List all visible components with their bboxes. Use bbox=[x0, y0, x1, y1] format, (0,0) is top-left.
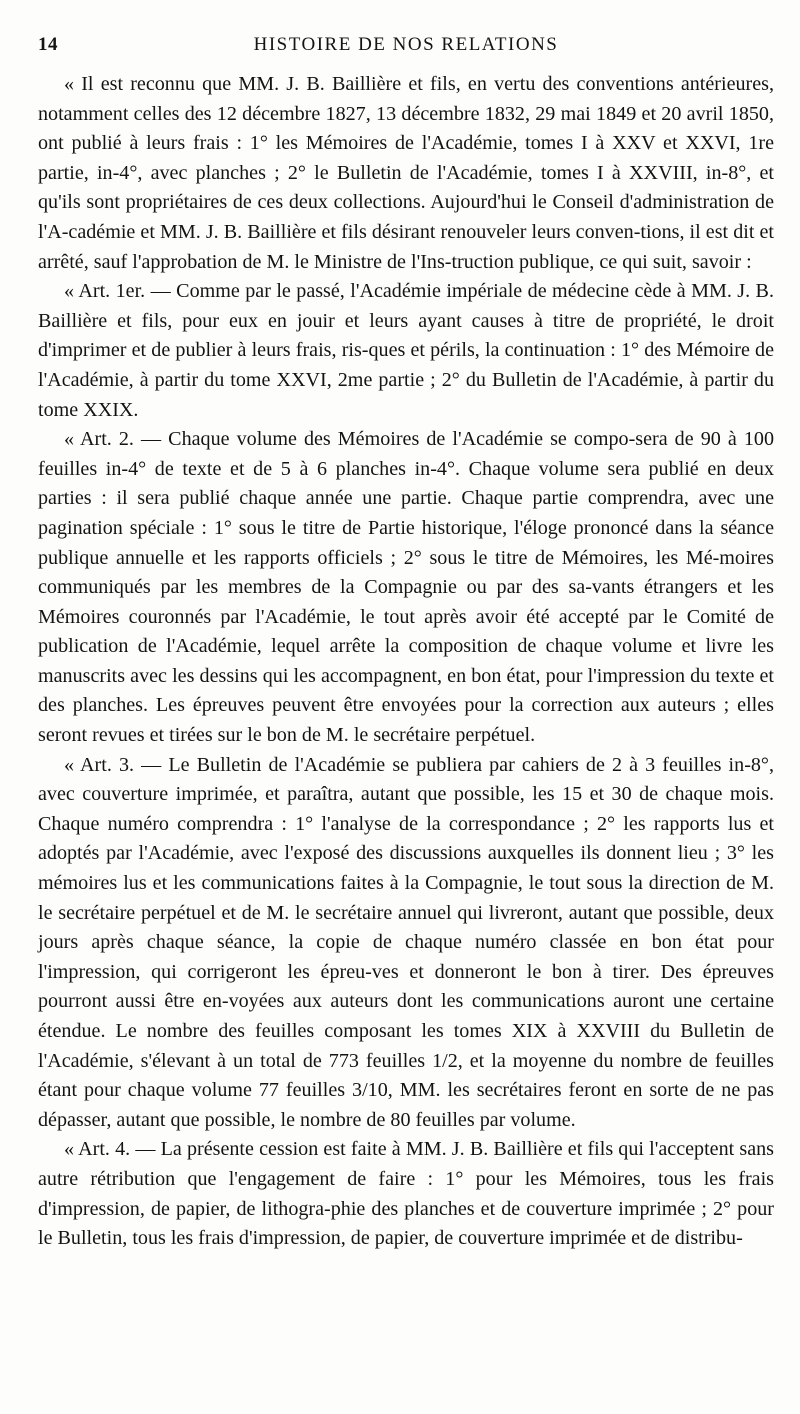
paragraph-article-3: « Art. 3. — Le Bulletin de l'Académie se publiera par cahiers de 2 à 3 feuilles in-8°, avec couverture imprimée, et paraîtra, autant que possible, les 15 et 30 de chaque mois. Chaque numéro comprendra : 1° l'analyse de la correspondance ; 2° les rapports lus et adoptés par l'Académie, avec l'exposé des discussions auxquelles ils donnent lieu ; 3° les mémoires lus et les communications faites à la Compagnie, le tout sous la direction de M. le secrétaire perpétuel et de M. le secrétaire annuel qui livreront, autant que possible, deux jours après chaque séance, la copie de chaque numéro classée en bon état pour l'impression, qui corrigeront les épreu-ves et donneront le bon à tirer. Des épreuves pourront aussi être en-voyées aux auteurs dont les communications auront une certaine étendue. Le nombre des feuilles composant les tomes XIX à XXVIII du Bulletin de l'Académie, s'élevant à un total de 773 feuilles 1/2, et la moyenne du nombre de feuilles étant pour chaque volume 77 feuilles 3/10, MM. les secrétaires feront en sorte de ne pas dépasser, autant que possible, le nombre de 80 feuilles par volume. bbox=[38, 753, 774, 1131]
page-body bbox=[38, 70, 774, 1254]
running-title: HISTOIRE DE NOS RELATIONS bbox=[253, 34, 559, 55]
paragraph-article-4: « Art. 4. — La présente cession est faite à MM. J. B. Baillière et fils qui l'acceptent sans autre rétribution que l'engagement de faire : 1° pour les Mémoires, tous les frais d'impression, de papier, de lithogra-phie des planches et de couverture imprimée ; 2° pour le Bulletin, tous les frais d'impression, de papier, de couverture imprimée et de distribu- bbox=[38, 1138, 774, 1250]
page-number: 14 bbox=[38, 34, 58, 55]
running-header bbox=[38, 34, 774, 64]
paragraph-article-1: « Art. 1er. — Comme par le passé, l'Académie impériale de médecine cède à MM. J. B. Baillière et fils, pour eux en jouir et leurs ayant causes à titre de propriété, le droit d'imprimer et de publier à leurs frais, ris-ques et périls, la continuation : 1° des Mémoire de l'Académie, à partir du tome XXVI, 2me partie ; 2° du Bulletin de l'Académie, à partir du tome XXIX. bbox=[38, 280, 774, 421]
paragraph-intro: « Il est reconnu que MM. J. B. Baillière et fils, en vertu des conventions antérieures, notamment celles des 12 décembre 1827, 13 décembre 1832, 29 mai 1849 et 20 avril 1850, ont publié à leurs frais : 1° les Mémoires de l'Académie, tomes I à XXV et XXVI, 1re partie, in-4°, avec planches ; 2° le Bulletin de l'Académie, tomes I à XXVIII, in-8°, et qu'ils sont propriétaires de ces deux collections. Aujourd'hui le Conseil d'administration de l'A-cadémie et MM. J. B. Baillière et fils désirant renouveler leurs conven-tions, il est dit et arrêté, sauf l'approbation de M. le Ministre de l'Ins-truction publique, ce qui suit, savoir : bbox=[38, 73, 774, 273]
paragraph-article-2: « Art. 2. — Chaque volume des Mémoires de l'Académie se compo-sera de 90 à 100 feuilles in-4° de texte et de 5 à 6 planches in-4°. Chaque volume sera publié en deux parties : il sera publié chaque année une partie. Chaque partie comprendra, avec une pagination spéciale : 1° sous le titre de Partie historique, l'éloge prononcé dans la séance publique annuelle et les rapports officiels ; 2° sous le titre de Mémoires, les Mé-moires communiqués par les membres de la Compagnie ou par des sa-vants étrangers et les Mémoires couronnés par l'Académie, le tout après avoir été accepté par le Comité de publication de l'Académie, lequel arrête la composition de chaque volume et livre les manuscrits avec les dessins qui les accompagnent, en bon état, pour l'impression du texte et des planches. Les épreuves peuvent être envoyées pour la correction aux auteurs ; elles seront revues et tirées sur le bon de M. le secrétaire perpétuel. bbox=[38, 428, 774, 747]
